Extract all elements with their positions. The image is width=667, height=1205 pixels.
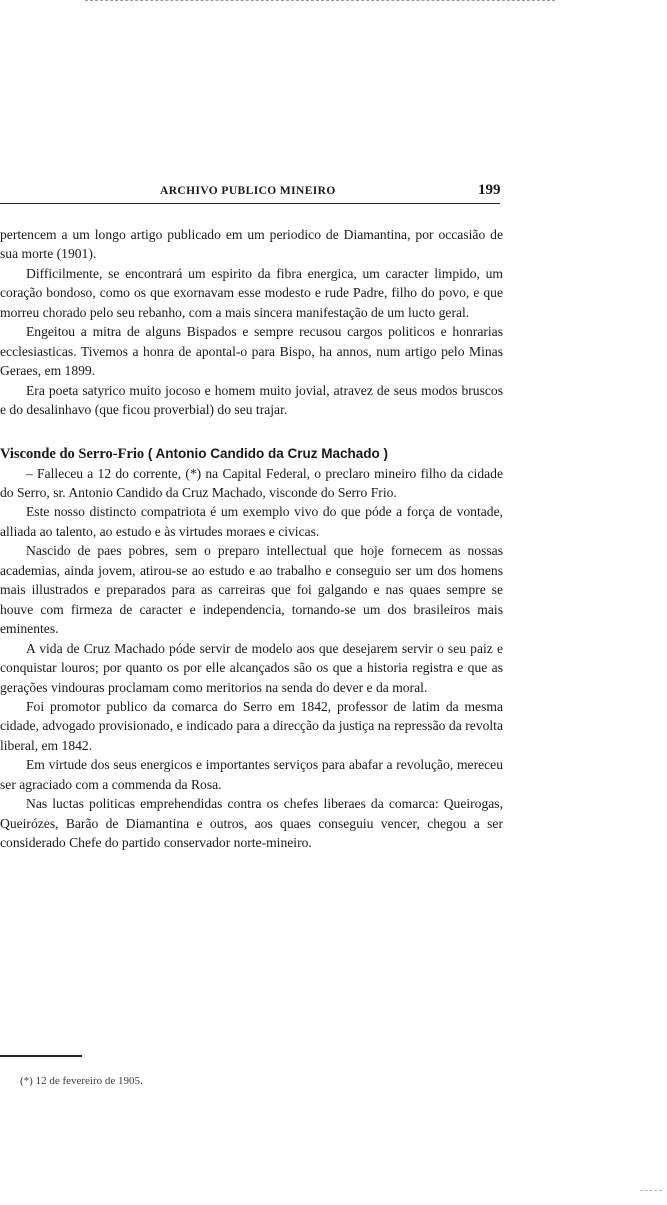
article-paragraph: Nascido de paes pobres, sem o preparo intellectual que hoje fornecem as nossas academias, ainda jovem, atirou-se ao estudo e ao trabalho e conseguio ser um dos homens mais illustrados e preparados para as carreiras que foi galgando e nas quaes sempre se houve com firmeza de caracter e independencia, tornando-se um dos brasileiros mais eminentes. [0, 543, 503, 637]
paragraph: Era poeta satyrico muito jocoso e homem muito jovial, atravez de seus modos bruscos e do desalinhavo (que ficou proverbial) do seu trajar. [0, 382, 503, 418]
paragraph: Engeitou a mitra de alguns Bispados e sempre recusou cargos politicos e honrarias ecclesiasticas. Tivemos a honra de apontal-o para Bispo, ha annos, num artigo pelo Minas Geraes, em 1899. [0, 324, 503, 379]
article-paragraph: Foi promotor publico da comarca do Serro em 1842, professor de latim da mesma cidade, advogado provisionado, e indicado para a direcção da justiça na repressão da revolta liberal, em 1842. [0, 698, 503, 753]
footnote-rule [0, 1055, 82, 1057]
article-paragraph: Em virtude dos seus energicos e importantes serviços para abafar a revolução, mereceu ser agraciado com a commenda da Rosa. [0, 757, 503, 792]
footnote: (*) 12 de fevereiro de 1905. [20, 1075, 143, 1087]
article-heading [0, 444, 503, 464]
page-header [0, 184, 520, 202]
article-paragraph: Nas luctas politicas emprehendidas contra os chefes liberaes da comarca: Queirogas, Queirózes, Barão de Diamantina e outros, aos quaes conseguiu vencer, chegou a ser considerado Chefe do partido conservador norte-mineiro. [0, 796, 503, 851]
article-heading-title: Visconde do Serro-Frio [0, 445, 145, 462]
paragraph-continued: pertencem a um longo artigo publicado em um periodico de Diamantina, por occasião de sua morte (1901). [0, 227, 503, 262]
running-title: ARCHIVO PUBLICO MINEIRO [160, 185, 336, 197]
bottom-edge-mark [640, 1190, 662, 1191]
header-rule [0, 203, 500, 204]
body-text [0, 225, 503, 853]
article-paragraph: – Falleceu a 12 do corrente, (*) na Capital Federal, o preclaro mineiro filho da cidade do Serro, sr. Antonio Candido da Cruz Machado, visconde do Serro Frio. [0, 465, 503, 500]
article-heading-name: ( Antonio Candido da Cruz Machado ) [147, 445, 389, 461]
page-number: 199 [478, 182, 501, 198]
section-gap [0, 420, 503, 444]
article-paragraph: A vida de Cruz Machado póde servir de modelo aos que desejarem servir o seu paiz e conquistar louros; por quanto os por elle alcançados são os que a historia registra e que as gerações vindouras proclamam como meritorios na senda do dever e da moral. [0, 640, 503, 695]
paragraph: Difficilmente, se encontrará um espirito da fibra energica, um caracter limpido, um coração bondoso, como os que exornavam esse modesto e rude Padre, filho do povo, e que morreu chorado pelo seu rebanho, com a mais sincera manifestação de um lucto geral. [0, 265, 503, 320]
top-edge-rule [85, 0, 555, 1]
article-paragraph: Este nosso distincto compatriota é um exemplo vivo do que póde a força de vontade, alliada ao talento, ao estudo e às virtudes moraes e civicas. [0, 504, 503, 539]
